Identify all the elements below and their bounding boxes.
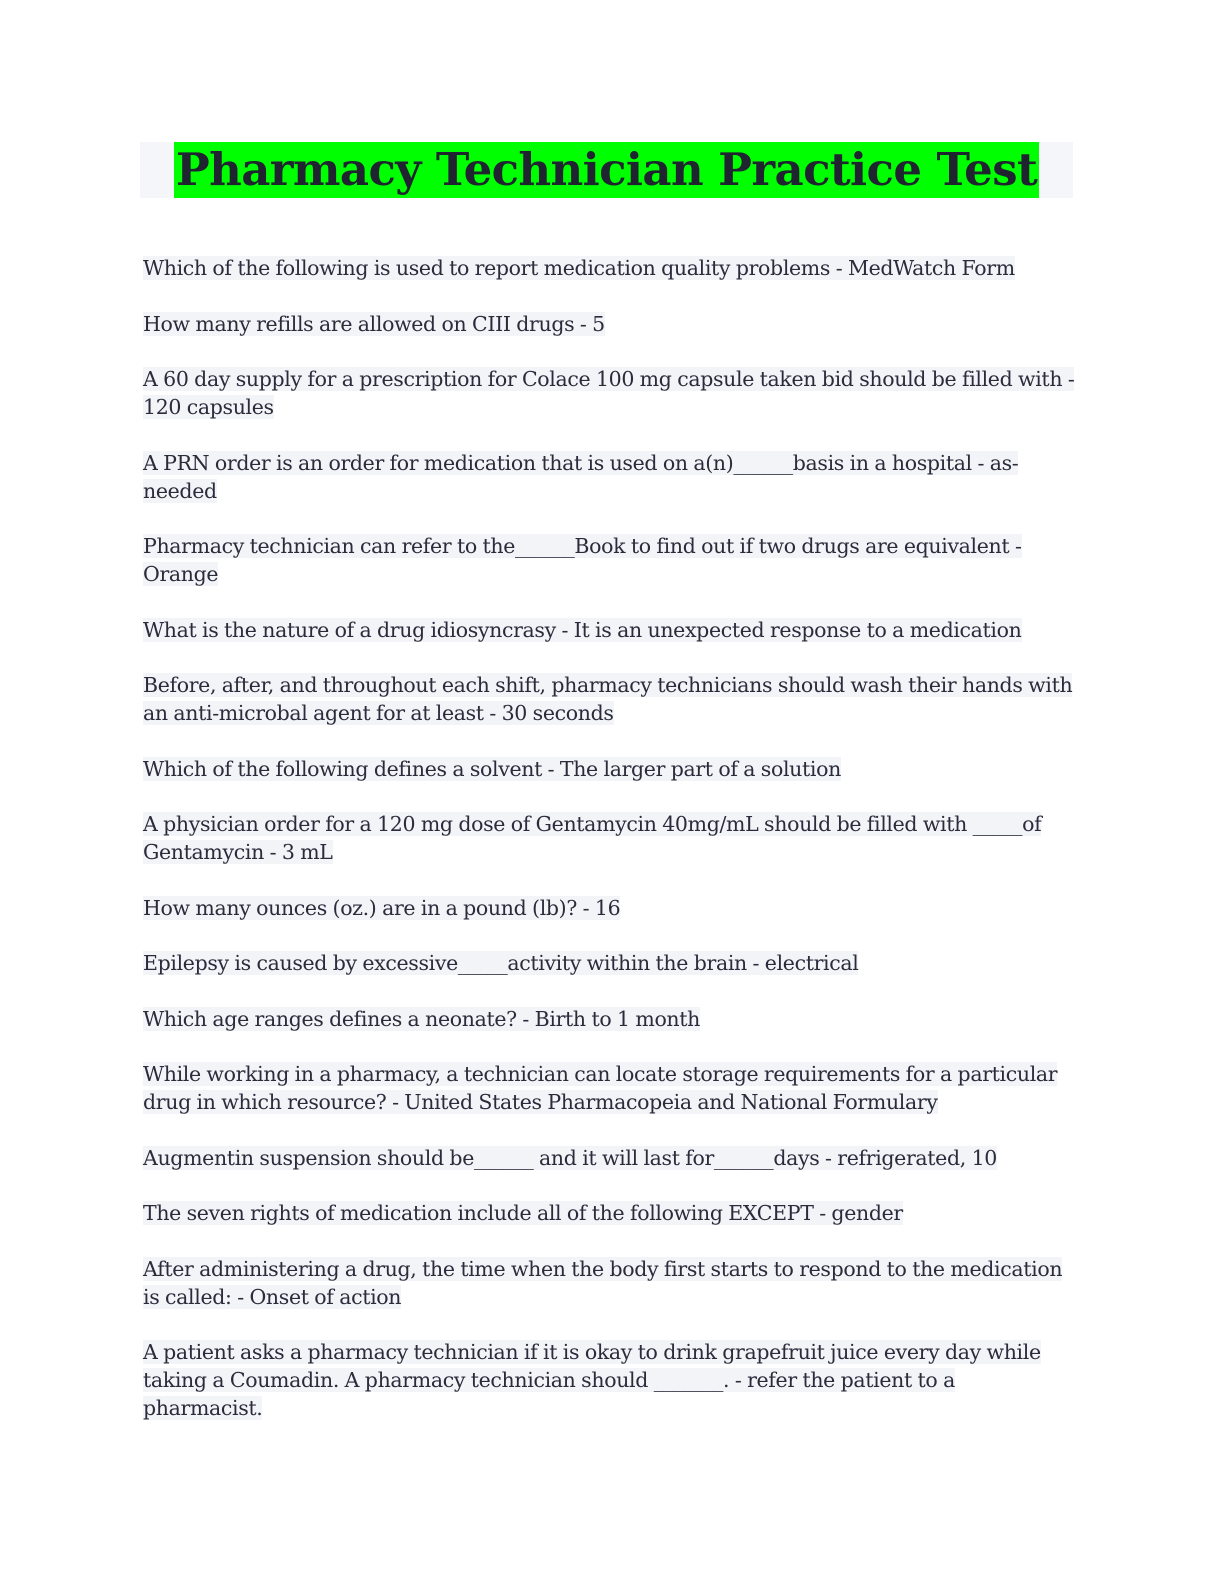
question-item	[143, 449, 1075, 505]
question-text: After administering a drug, the time when the body first starts to respond to the medication is called: - Onset of action	[143, 1256, 1063, 1309]
question-text: How many refills are allowed on CIII drugs - 5	[143, 311, 605, 336]
question-item	[143, 1144, 1075, 1172]
question-list	[143, 254, 1075, 1450]
question-item	[143, 755, 1075, 783]
question-text: While working in a pharmacy, a technician can locate storage requirements for a particular drug in which resource? - United States Pharmacopeia and National Formulary	[143, 1062, 1058, 1114]
page-title: Pharmacy Technician Practice Test	[175, 143, 1038, 196]
question-text: What is the nature of a drug idiosyncrasy - It is an unexpected response to a medication	[143, 617, 1022, 642]
question-text: Which of the following is used to report medication quality problems - MedWatch Form	[143, 256, 1015, 280]
question-item	[143, 532, 1075, 588]
question-text: A 60 day supply for a prescription for Colace 100 mg capsule taken bid should be filled with - 120 capsules	[143, 367, 1075, 419]
question-text: How many ounces (oz.) are in a pound (lb)? - 16	[143, 895, 621, 920]
question-item	[143, 616, 1075, 644]
question-text: Pharmacy technician can refer to the______Book to find out if two drugs are equivalent - Orange	[143, 534, 1022, 586]
question-text: Augmentin suspension should be______ and it will last for______days - refrigerated, 10	[143, 1145, 997, 1170]
question-text: Epilepsy is caused by excessive_____activity within the brain - electrical	[143, 951, 859, 975]
question-item	[143, 1255, 1075, 1311]
question-item	[143, 949, 1075, 977]
question-item	[143, 1338, 1075, 1422]
question-text: A PRN order is an order for medication that is used on a(n)______basis in a hospital - as-needed	[143, 450, 1019, 503]
question-item	[143, 1199, 1075, 1227]
question-item	[143, 810, 1075, 866]
question-text: Which age ranges defines a neonate? - Birth to 1 month	[143, 1006, 701, 1031]
question-text: A patient asks a pharmacy technician if it is okay to drink grapefruit juice every day while taking a Coumadin. A pharmacy technician should _______. - refer the patient to a pharmacist.	[143, 1340, 1041, 1420]
question-text: A physician order for a 120 mg dose of Gentamycin 40mg/mL should be filled with _____of Gentamycin - 3 mL	[143, 812, 1042, 864]
question-item	[143, 1060, 1075, 1116]
question-item	[143, 310, 1075, 338]
title-band	[140, 142, 1073, 198]
question-item	[143, 1005, 1075, 1033]
question-text: The seven rights of medication include all of the following EXCEPT - gender	[143, 1201, 903, 1225]
question-item	[143, 254, 1075, 282]
question-item	[143, 671, 1075, 727]
question-item	[143, 365, 1075, 421]
question-text: Which of the following defines a solvent - The larger part of a solution	[143, 756, 841, 781]
question-item	[143, 894, 1075, 922]
question-text: Before, after, and throughout each shift, pharmacy technicians should wash their hands with an anti-microbal agent for at least - 30 seconds	[143, 673, 1073, 725]
